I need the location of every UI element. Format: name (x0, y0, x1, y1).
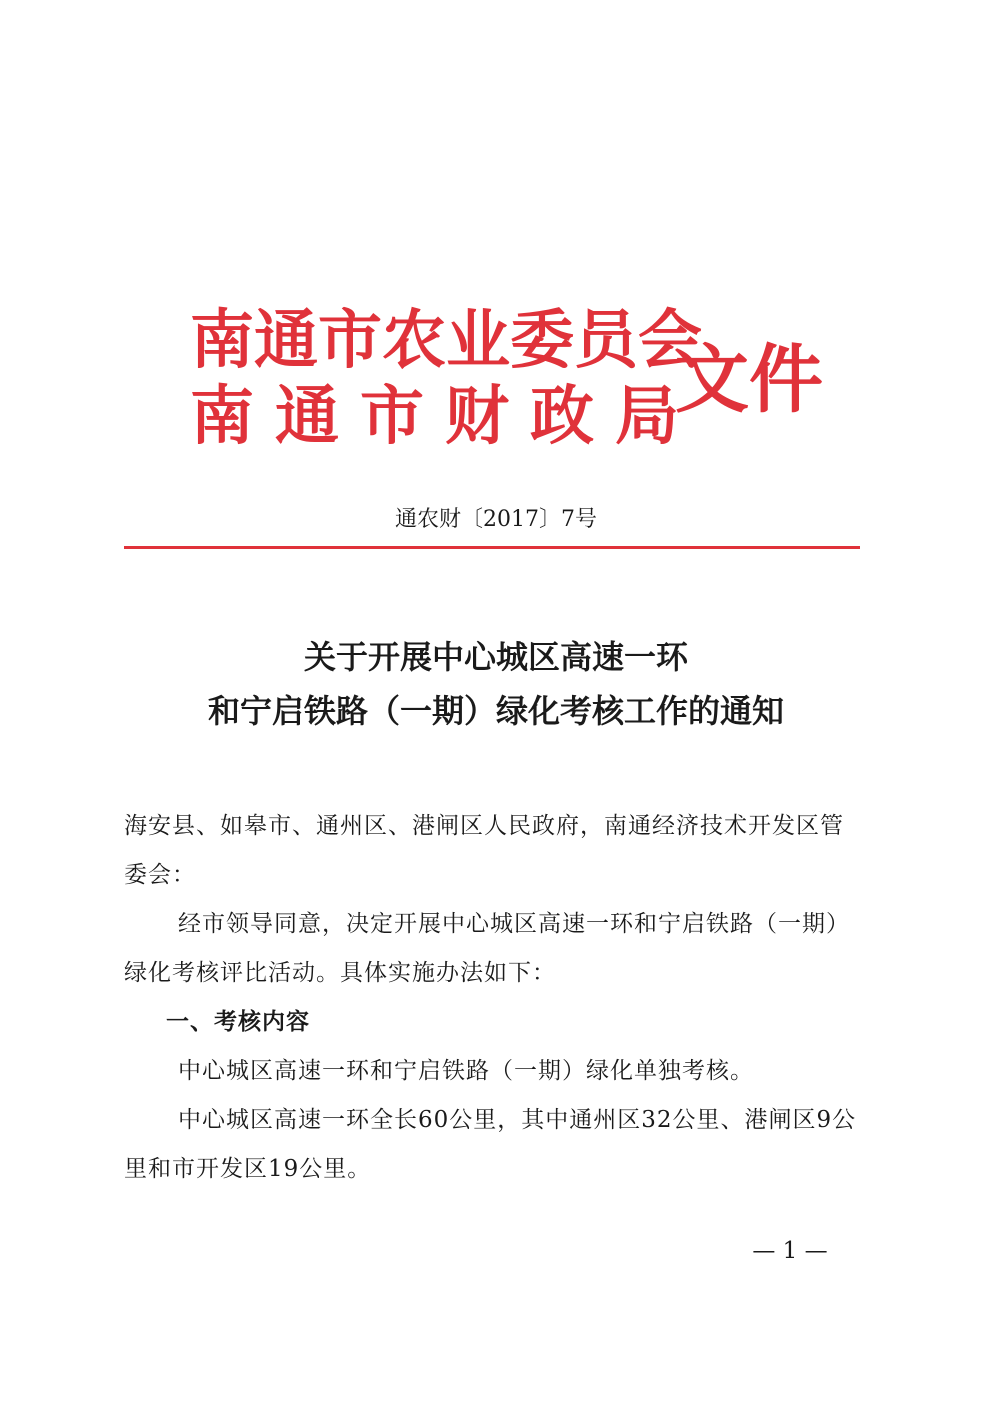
issuer-header (190, 304, 823, 456)
document-number: 通农财〔2017〕7号 (395, 507, 597, 532)
issuer-line-agriculture-committee: 南通市农业委员会 (190, 304, 702, 378)
section-1-paragraph-1: 中心城区高速一环和宁启铁路（一期）绿化单独考核。 (178, 1058, 754, 1084)
issuer-line-finance-bureau: 南通市财政局 (190, 380, 700, 454)
document-title (0, 630, 992, 738)
section-1-paragraph-2: 中心城区高速一环全长60公里，其中通州区32公里、港闸区9公里和市开发区19公里。 (124, 1107, 857, 1182)
document-body (124, 802, 864, 1194)
addressee-paragraph: 海安县、如皋市、通州区、港闸区人民政府，南通经济技术开发区管委会： (124, 813, 844, 888)
page-number: — 1 — (752, 1238, 828, 1264)
document-title-line-1: 关于开展中心城区高速一环 (303, 638, 688, 676)
issuer-suffix-document: 文件 (675, 337, 823, 423)
intro-paragraph: 经市领导同意，决定开展中心城区高速一环和宁启铁路（一期）绿化考核评比活动。具体实施办法如下： (124, 911, 850, 986)
red-divider-line (124, 546, 860, 549)
section-1-heading: 一、考核内容 (166, 1009, 310, 1035)
document-title-line-2: 和宁启铁路（一期）绿化考核工作的通知 (207, 692, 784, 730)
